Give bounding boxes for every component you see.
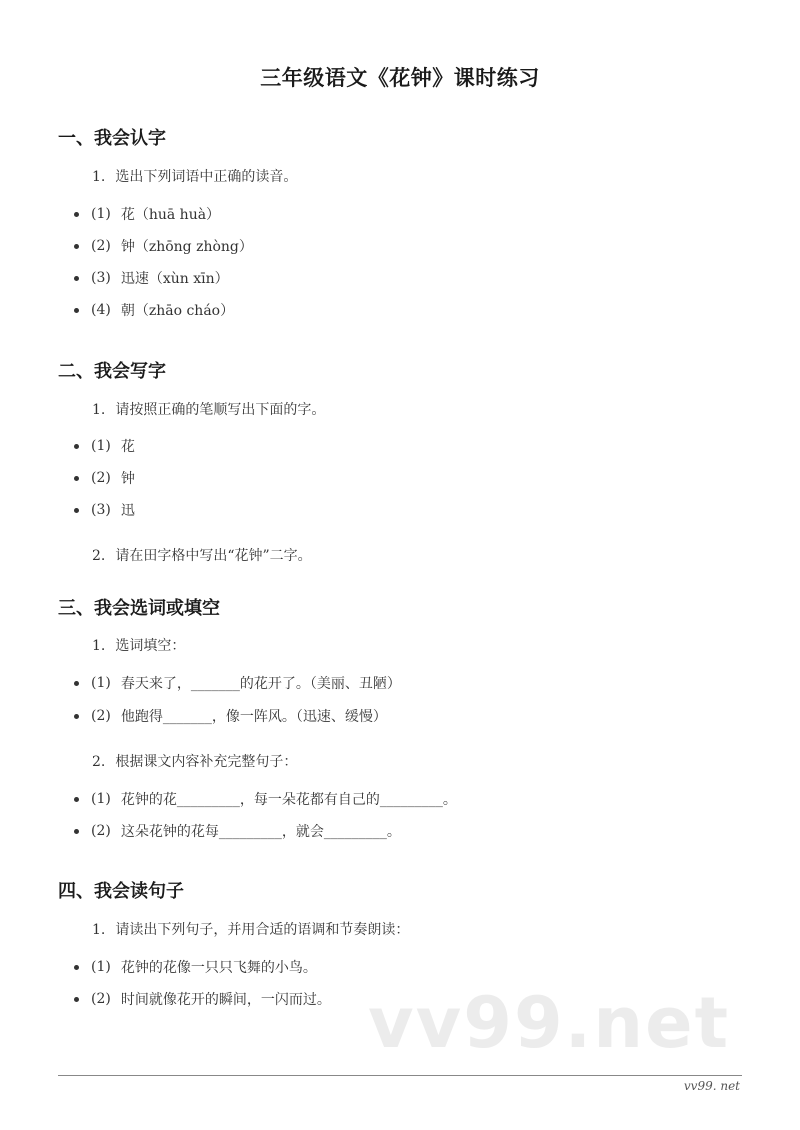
list-item — [74, 821, 401, 841]
question-number: 1. — [92, 402, 106, 418]
bullet-icon — [74, 965, 79, 970]
bullet-icon — [74, 681, 79, 686]
item-index: (2) — [91, 991, 111, 1007]
question-number: 2. — [92, 754, 106, 770]
bullet-icon — [74, 508, 79, 513]
item-text: 朝（zhāo cháo） — [120, 303, 235, 319]
question-prompt — [92, 635, 185, 655]
section-heading: 三、我会选词或填空 — [58, 598, 220, 619]
question-prompt — [92, 919, 409, 939]
question-prompt — [92, 166, 297, 186]
item-text: 花钟的花像一只只飞舞的小鸟。 — [120, 960, 317, 976]
question-text: 选出下列词语中正确的读音。 — [115, 169, 298, 185]
item-index: (1) — [91, 959, 111, 975]
list-item — [74, 789, 457, 809]
item-text: 迅速（xùn xīn） — [120, 271, 229, 287]
item-index: (1) — [91, 206, 111, 222]
question-text: 请按照正确的笔顺写出下面的字。 — [115, 402, 326, 418]
question-number: 1. — [92, 169, 106, 185]
bullet-icon — [74, 244, 79, 249]
question-number: 2. — [92, 548, 106, 564]
question-prompt — [92, 751, 297, 771]
footer-site: vv99. net — [683, 1079, 740, 1093]
section-heading: 二、我会写字 — [58, 361, 166, 382]
section-heading: 一、我会认字 — [58, 128, 166, 149]
item-index: (2) — [91, 708, 111, 724]
list-item — [74, 989, 331, 1009]
item-text: 花（huā huà） — [120, 207, 221, 223]
item-text: 时间就像花开的瞬间，一闪而过。 — [120, 992, 331, 1008]
item-text: 他跑得_______，像一阵风。（迅速、缓慢） — [120, 709, 387, 725]
question-text: 请在田字格中写出“花钟”二字。 — [115, 548, 312, 564]
question-number: 1. — [92, 922, 106, 938]
question-prompt — [92, 545, 312, 565]
item-index: (2) — [91, 238, 111, 254]
list-item — [74, 436, 135, 456]
watermark: vv99.net — [368, 982, 731, 1064]
item-index: (3) — [91, 502, 111, 518]
item-index: (2) — [91, 823, 111, 839]
item-text: 钟 — [120, 471, 135, 487]
list-item — [74, 706, 387, 726]
item-text: 这朵花钟的花每_________，就会_________。 — [120, 824, 401, 840]
list-item — [74, 204, 220, 224]
list-item — [74, 268, 229, 288]
item-index: (1) — [91, 675, 111, 691]
question-prompt — [92, 399, 325, 419]
list-item — [74, 957, 317, 977]
list-item — [74, 236, 253, 256]
list-item — [74, 300, 234, 320]
item-index: (1) — [91, 791, 111, 807]
item-text: 花 — [120, 439, 135, 455]
bullet-icon — [74, 276, 79, 281]
question-text: 选词填空： — [115, 638, 186, 654]
bullet-icon — [74, 797, 79, 802]
section-heading: 四、我会读句子 — [58, 881, 184, 902]
question-text: 根据课文内容补充完整句子： — [115, 754, 298, 770]
list-item — [74, 468, 135, 488]
bullet-icon — [74, 829, 79, 834]
question-number: 1. — [92, 638, 106, 654]
page-title: 三年级语文《花钟》课时练习 — [260, 65, 540, 90]
question-text: 请读出下列句子，并用合适的语调和节奏朗读： — [115, 922, 410, 938]
item-index: (3) — [91, 270, 111, 286]
bullet-icon — [74, 714, 79, 719]
bullet-icon — [74, 476, 79, 481]
item-text: 迅 — [120, 503, 135, 519]
bullet-icon — [74, 212, 79, 217]
list-item — [74, 673, 401, 693]
item-text: 花钟的花_________，每一朵花都有自己的_________。 — [120, 792, 457, 808]
item-index: (2) — [91, 470, 111, 486]
bullet-icon — [74, 997, 79, 1002]
footer-divider — [58, 1075, 742, 1076]
bullet-icon — [74, 308, 79, 313]
item-text: 春天来了，_______的花开了。（美丽、丑陋） — [120, 676, 401, 692]
item-index: (1) — [91, 438, 111, 454]
bullet-icon — [74, 444, 79, 449]
list-item — [74, 500, 135, 520]
item-text: 钟（zhōng zhòng） — [120, 239, 253, 255]
item-index: (4) — [91, 302, 111, 318]
